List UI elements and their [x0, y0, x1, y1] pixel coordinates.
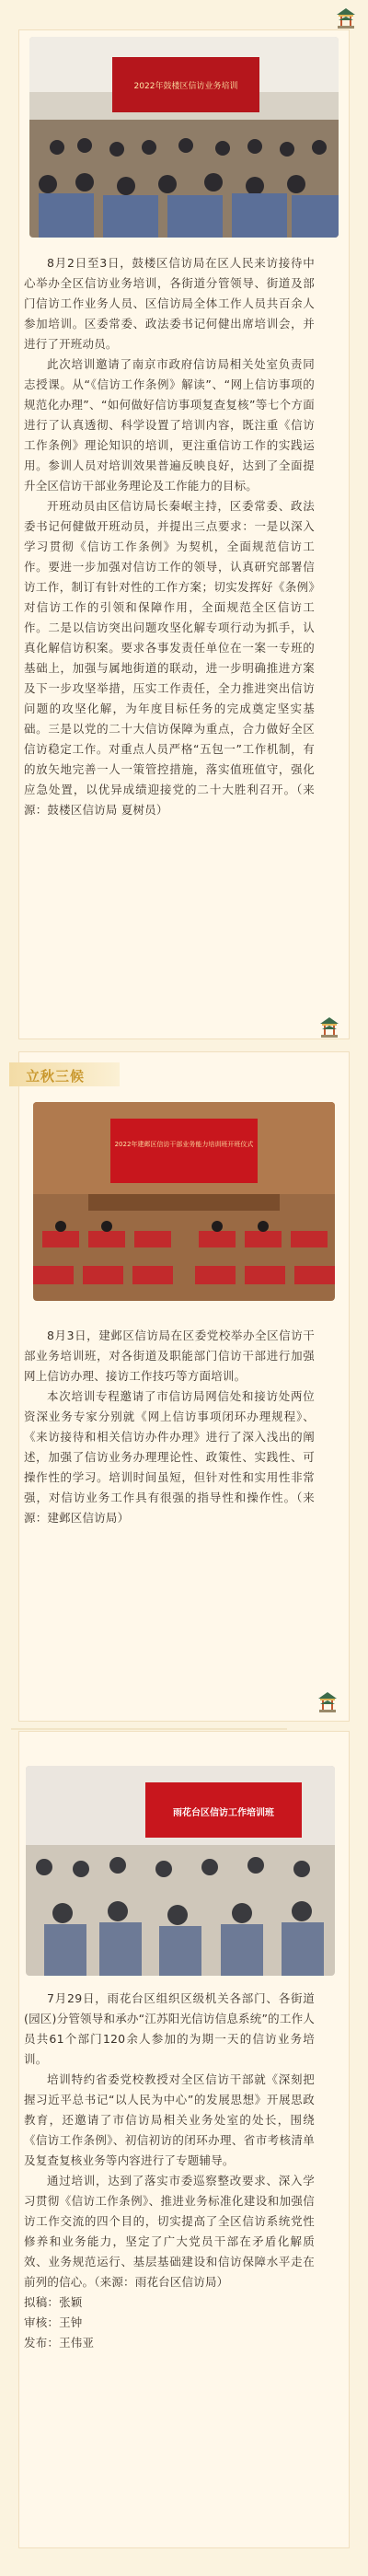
photo-banner-gulou: 2022年鼓楼区信访业务培训: [133, 82, 238, 91]
pavilion-icon: [315, 1689, 340, 1715]
solar-term-label: 立秋三候: [26, 1068, 86, 1085]
section3-para-1: 7月29日，雨花台区组织区级机关各部门、各街道(园区)分管领导和承办“江苏阳光信访信息系统”的工作人员共61个部门120余人参加的为期一天的信访业务培训。: [24, 1991, 315, 2066]
photo-banner-yuhuatai: 雨花台区信访工作培训班: [173, 1808, 274, 1818]
section3-para-2: 培训特约省委党校教授对全区信访干部就《深刻把握习近平总书记“以人民为中心”的发展思想》开展思政教育，还邀请了市信访局相关业务处室的处长，围绕《信访工作条例》、初信初访的闭环办理、省市考核清单及复查复核业务等内容进行了专题辅导。: [24, 2072, 315, 2167]
training-photo-jianye: [33, 1102, 335, 1301]
section2-para-1: 8月3日，建邺区信访局在区委党校举办全区信访干部业务培训班，对各街道及职能部门信访干部进行加强网上信访办理、接访工作技巧等方面培训。: [24, 1329, 315, 1383]
credit-drafter: 拟稿：张颖: [24, 2295, 83, 2309]
section3-para-3: 通过培训，达到了落实市委巡察整改要求、深入学习贯彻《信访工作条例》、推进业务标准化建设和加强信访工作交流的四个目的，切实提高了全区信访系统党性修养和业务能力，坚定了广大党员干部在矛盾化解质效、业务规范运行、基层基础建设和信访保障水平走在前列的信心。（来源：雨花台区信访局）: [24, 2174, 315, 2289]
decorative-divider: [11, 1723, 320, 1735]
pavilion-icon: [333, 6, 359, 31]
section1-para-1: 8月2日至3日，鼓楼区信访局在区人民来访接待中心举办全区信访业务培训，各街道分管领导、街道及部门信访工作业务人员、区信访局全体工作人员共百余人参加培训。区委常委、政法委书记何健出席培训会，并进行了开班动员。: [24, 256, 315, 351]
section3-body: [24, 1989, 315, 2353]
solar-term-tag: [9, 1061, 120, 1088]
section1-body: [24, 253, 315, 820]
credit-reviewer: 审核：王钟: [24, 2315, 83, 2329]
section2-para-2: 本次培训专程邀请了市信访局网信处和接访处两位资深业务专家分别就《网上信访事项闭环办理规程》、《来访接待和相关信访办件办理》进行了深入浅出的阐述，加强了信访业务办理理论性、政策性、实践性、可操作性的学习。培训时间虽短，但针对性和实用性非常强，对信访业务工作具有很强的指导性和操作性。（来源：建邺区信访局）: [24, 1389, 315, 1525]
photo-banner-jianye: 2022年建邺区信访干部业务能力培训班开班仪式: [114, 1141, 254, 1148]
section2-body: [24, 1326, 315, 1528]
training-photo-gulou: [29, 37, 339, 238]
section1-para-3: 开班动员由区信访局长秦岷主持，区委常委、政法委书记何健做开班动员，并提出三点要求：一是以深入学习贯彻《信访工作条例》为契机，全面规范信访工作。要进一步加强对信访工作的领导，认真研究部署信访工作，制订有针对性的工作方案；切实发挥好《条例》对信访工作的引领和保障作用，全面规范全区信访工作。二是以信访突出问题攻坚化解专项行动为抓手，认真化解信访积案。要求各事发责任单位在一案一专班的基础上，加强与属地街道的联动，进一步明确推进方案及下一步攻坚举措，压实工作责任，全力推进突出信访问题的攻坚化解，为年度目标任务的完成奠定坚实基础。三是以党的二十大信访保障为重点，合力做好全区信访稳定工作。对重点人员严格“五包一”工作机制，有的放矢地完善一人一策管控措施，落实值班值守，强化应急处置，以优异成绩迎接党的二十大胜利召开。（来源：鼓楼区信访局 夏树员）: [24, 499, 315, 817]
credit-publisher: 发布：王伟亚: [24, 2336, 95, 2350]
training-photo-yuhuatai: [26, 1766, 335, 1976]
section1-para-2: 此次培训邀请了南京市政府信访局相关处室负责同志授课。从“《信访工作条例》解读”、“网上信访事项的规范化办理”、“如何做好信访事项复查复核”等七个方面进行了认真透彻、科学设置了培训内容，既注重《信访工作条例》理论知识的培训，更注重信访工作的实践运用。参训人员对培训效果普遍反映良好，达到了全面提升全区信访干部业务理论及工作能力的目标。: [24, 357, 315, 493]
pavilion-icon: [316, 1015, 342, 1040]
